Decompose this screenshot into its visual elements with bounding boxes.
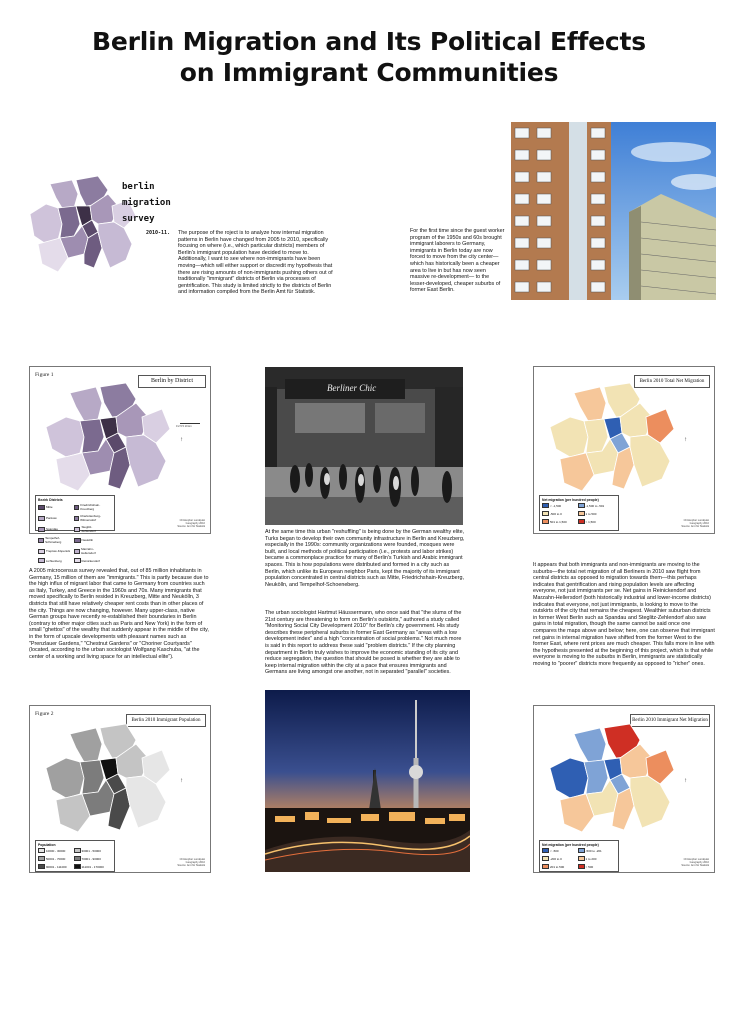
figure-1-berlin-by-district [29,366,211,563]
figure-1-legend-swatch [74,527,81,532]
immigrant-net-legend-item [542,856,575,861]
figure-1-legend-label: Treptow-Köpenick [46,549,71,553]
immigrant-net-legend-item [578,848,611,853]
figure-1-legend-label: Spandau [46,527,59,531]
figure-1-legend-swatch [38,516,45,521]
total-net-legend-swatch [542,519,549,524]
figure-1-legend-label: Pankow [46,516,57,520]
figure-1-legend-swatch [38,549,45,554]
figure-1-credit [177,519,205,528]
figure-2-legend-swatch [38,864,45,869]
total-net-legend-item [578,503,611,508]
immigrant-net-legend-label: > 500 [585,864,594,869]
figure-2-label: Figure 2 [35,711,54,717]
shop-sign: Berliner Chic [327,383,377,393]
logo-years: 2010-11. [146,230,171,236]
figure-1-legend-item [38,525,71,533]
immigrant-net-legend-label: -200 to 0 [550,856,562,861]
total-net-legend-label: 1 to 500 [585,511,597,516]
figure-2-legend-label: 111001 - 170000 [81,864,104,869]
total-net-legend-title: Net migration (per hundred people) [542,498,599,502]
title-line-1: Berlin Migration and Its Political Effects [92,27,646,56]
figure-1-credit-author: Christopher Lundquist [179,519,205,522]
figure-1-credit-source: Source: Amt für Statistik [177,525,205,528]
figure-2-legend-swatch [74,848,81,853]
total-net-legend-swatch [578,503,585,508]
figure-1-north-arrow-icon: ↑ [180,437,183,443]
immigrant-net-credit-source: Source: Amt für Statistik [681,864,709,867]
figure-2-district-map [44,720,184,840]
immigrant-net-legend-label: 1 to 200 [585,856,597,861]
logo-word-berlin: berlin [122,182,155,192]
figure-1-legend-swatch [38,538,44,543]
figure-2-legend-swatch [74,856,81,861]
figure-2-credit [177,858,205,867]
immigrant-net-legend-swatch [542,856,549,861]
figure-1-legend-label: Reinickendorf [81,558,100,563]
guest-worker-paragraph: For the first time since the guest worker program of the 1950s and 60s brought immigrant laborers to Germany, immigrants in Berlin today are now forced to move from the city center—which has historically been a cheaper area to live in but has now seen massive re-development— to the lesser-developed, cheaper suburbs of former East Berlin. [410,228,505,294]
logo-block [28,176,178,296]
figure-2-legend-title: Population [38,843,56,847]
immigrant-net-legend-swatch [542,848,549,853]
immigrant-net-legend-swatch [578,864,585,869]
column-1-paragraph: A 2005 microcensus survey revealed that, out of 85 million inhabitants in Germany, 15 million of them are "immigrants." This is partly because due to the high influx of migrant labor that came to Germany from countries such as Italy, Turkey, and Greece in the 1960s and 70s. Many immigrants that moved specifically to Berlin resided in Kreuzberg, Mitte and Neukölln, 3 districts that still have relatively cheaper rent costs than in other places of the city. Things are now changing, however. Many upper-class, native German groups have recently re-established their boundaries in Berlin (contrary to other major cities such as Paris and New York) in the form of small "ghettos" of the wealthy that suddenly appear in the middle of the city, in the form of upscale developments with pleasant names such as "Prenzlauer Gardens," "Chestnut Gardens" or "Choriner Courtyards" (located, according to the urban sociologist Wolfgang Kaschuba, "at the center of a working and living space for an intellectual elite"). [29,568,209,660]
figure-1-legend-label: Friedrichshain-Kreuzberg [80,503,101,511]
immigrant-net-legend-item [578,864,611,869]
figure-1-legend-label: Neukölln [81,538,94,542]
immigrant-net-legend-item [542,864,575,869]
total-net-legend-label: -1,500 to -501 [585,503,605,508]
total-net-legend-items [542,503,616,524]
photo-apartment-towers [511,122,716,300]
photo-apartment-towers-image [511,122,716,300]
figure-1-map-title: Berlin by District [138,375,206,388]
immigrant-net-legend-swatch [578,848,585,853]
figure-2-legend-item [74,856,107,861]
figure-1-legend-item [74,558,107,563]
figure-1-legend-label: Marzahn-Hellersdorf [81,547,96,555]
column-2-paragraph-1: At the same time this urban "reshuffling" is being done by the German wealthy elite, Turks began to develop their own community infrastructure in Berlin and Kreuzberg, especially in the 1990s: community organizations were founded, mosques were built, and local methods of political participation (i.e., protests and labor strikes) became a commonplace practice for many of Berlin's Turkish and Arabic immigrant spaces. This is how populations were distributed and formed in a city such as Berlin, which unlike its European neighbor Paris, kept the majority of its immigrant population concentrated in central districts such as Mitte, Friedrichshain-Kreuzberg, Neukölln, and Tempelhof-Schoeneberg. [265,529,465,588]
logo-word-migration: migration [122,198,171,208]
figure-2-legend-swatch [38,848,45,853]
figure-2-immigrant-population [29,705,211,873]
figure-1-legend-swatch [38,527,45,532]
figure-1-legend-swatch [74,549,81,554]
photo-tv-tower-skyline [265,690,470,872]
figure-1-legend-label: Charlottenburg-Wilmersdorf [80,514,101,522]
total-net-legend-swatch [578,511,585,516]
immigrant-net-credit-author: Christopher Lundquist [683,858,709,861]
total-net-legend-item [542,503,575,508]
figure-2-legend-swatch [38,856,45,861]
figure-1-legend-swatch [74,505,80,510]
figure-2-legend-label: 70001 - 90000 [81,856,101,861]
total-net-district-map [548,379,688,499]
photo-tv-tower-skyline-image [265,690,470,872]
total-net-credit-source: Source: Amt für Statistik [681,525,709,528]
total-net-legend-label: > 1,500 [585,519,596,524]
figure-1-legend-swatch [74,516,80,521]
total-net-north-arrow-icon: ↑ [684,437,687,443]
immigrant-net-legend-item [578,856,611,861]
immigrant-net-map-title: Berlin 2010 Immigrant Net Migration [630,714,710,727]
immigrant-net-credit-course: Geography 2010 [689,861,709,864]
immigrant-net-district-map [548,720,688,840]
figure-2-legend-item [38,848,71,853]
figure-1-legend-label: Lichtenberg [46,558,62,563]
figure-2-credit-source: Source: Amt für Statistik [177,864,205,867]
figure-1-district-map [44,379,184,499]
logo-word-survey: survey [122,214,155,224]
figure-1-legend-item [74,525,107,533]
total-net-legend [539,495,619,531]
figure-2-legend [35,840,115,872]
figure-2-legend-item [74,864,107,869]
figure-1-legend-item [74,536,107,544]
immigrant-net-legend-items [542,848,616,869]
total-net-map-title: Berlin 2010 Total Net Migration [634,375,710,388]
figure-1-legend-item [38,536,71,544]
page-title [0,26,738,88]
figure-1-legend-title: Bezirk Districts [38,498,63,502]
figure-2-legend-item [38,864,71,869]
total-net-legend-swatch [578,519,585,524]
figure-1-legend-item [38,503,71,511]
immigrant-net-legend-item [542,848,575,853]
logo-berlin-map [28,176,148,286]
figure-1-scale-label: 0 2.5 5 10 km [176,425,192,428]
figure-2-legend-label: 50001 - 70000 [46,856,66,861]
figure-2-legend-label: 90001 - 111000 [46,864,67,869]
immigrant-net-legend-label: 201 to 500 [550,864,565,869]
figure-2-north-arrow-icon: ↑ [180,778,183,784]
figure-1-credit-course: Geography 2010 [185,522,205,525]
total-net-migration-map-panel [533,366,715,534]
immigrant-net-legend-label: < -500 [550,848,559,853]
immigrant-net-north-arrow-icon: ↑ [684,778,687,784]
figure-1-legend-item [74,514,107,522]
total-net-legend-label: -500 to 0 [550,511,562,516]
total-net-legend-item [578,519,611,524]
intro-paragraph: The purpose of the roject is to analyze how internal migration patterns in Berlin have changed from 2005 to 2010, specifically focusing on where (i.e., which particular districts) members of Berlin's immigrant population have decided to move to. Additionally, I want to see where non-immigrants have been moving—which will either support or discredit my hypothesis that there are rising amounts of non-immigrants pushing others out of traditionally "immigrant" districts of Berlin via processes of gentrification. This study is limited strictly to the districts of Berlin and information compiled from the Berlin Amt für Statistik. [178,230,333,296]
figure-2-legend-item [38,856,71,861]
total-net-credit-author: Christopher Lundquist [683,519,709,522]
figure-2-legend-swatch [74,864,81,869]
total-net-legend-label: 501 to 1,500 [550,519,567,524]
immigrant-net-credit [681,858,709,867]
total-net-legend-item [542,511,575,516]
total-net-legend-item [578,511,611,516]
figure-1-legend-item [74,503,107,511]
figure-1-scale-bar [180,423,200,424]
figure-2-legend-label: 30001 - 50000 [81,848,101,853]
immigrant-net-legend-label: -500 to -201 [585,848,602,853]
column-2-paragraph-2: The urban sociologist Hartmut Häussermann, who once said that "the slums of the 21st century are threatening to form on Berlin's outskirts," authored a study called "Monitoring Social City Development 2010" for Berlin's city government. His study describes these peripheral suburbs in former East Germany as "areas with a low development index" and a high "concentration of social problems." Not much more is said in this report to address these said "problem districts." If the city planning department in Berlin truly wishes to improve the economic standing of its city and reduce segregation, the question that should be posed is whether they are able to keep internal migration within the city at a pace that ensures immigrants and Germans are living amongst one another, not in separated "parallel" societies. [265,610,462,676]
figure-1-legend-items [38,503,112,563]
immigrant-net-legend-swatch [578,856,585,861]
title-line-2: on Immigrant Communities [179,58,559,87]
photo-street-scene [265,367,463,525]
total-net-legend-label: < -1,500 [550,503,562,508]
figure-1-legend-item [38,514,71,522]
figure-1-legend [35,495,115,563]
figure-1-legend-swatch [38,558,45,563]
total-net-credit-course: Geography 2010 [689,522,709,525]
figure-1-legend-label: Steglitz-Zehlendorf [81,525,96,533]
figure-1-legend-label: Mitte [46,505,53,509]
immigrant-net-migration-map-panel [533,705,715,873]
figure-1-legend-item [38,547,71,555]
total-net-credit [681,519,709,528]
figure-1-legend-swatch [74,558,81,563]
figure-1-legend-swatch [74,538,81,543]
figure-1-legend-item [38,558,71,563]
total-net-legend-item [542,519,575,524]
figure-2-legend-item [74,848,107,853]
figure-1-legend-item [74,547,107,555]
figure-1-legend-swatch [38,505,45,510]
figure-1-label: Figure 1 [35,372,54,378]
figure-2-credit-author: Christopher Lundquist [179,858,205,861]
figure-1-legend-label: Tempelhof-Schöneberg [45,536,62,544]
column-3-paragraph: It appears that both immigrants and non-immigrants are moving to the suburbs—the total net migration of all Berliners in 2010 saw flight from central districts as opposed to migration towards them—this perhaps indicates that gentrification and rising population levels are affecting everyone, not just immigrants per se. Net gains in Reinickendorf and Marzahn-Hellersdorf (both historically industrial and lower-income districts) indicates that everyone, not just immigrants, is looking to move to the outskirts of the city that remains the cheapest. Wealthier suburban districts in former West Berlin such as Spandau and Steglitz-Zehlendorf also saw gains in total migration, though the same cannot be said once one compares the maps above and below; here, one can observe that immigrant net gains in internal migration have shifted from the former West to the former East, where rent prices are much cheaper. This falls more in line with the hypothesis presented at the beginning of this project, which is that while everyone is moving to the suburbs in Berlin, immigrants are statistically moving to "poorer" districts more frequently as opposed to "richer" ones. [533,562,715,667]
figure-2-legend-items [38,848,112,869]
immigrant-net-legend [539,840,619,872]
figure-2-legend-label: 10000 - 30000 [46,848,66,853]
total-net-legend-swatch [542,511,549,516]
figure-2-map-title: Berlin 2010 Immigrant Population [126,714,206,727]
total-net-legend-swatch [542,503,549,508]
figure-2-credit-course: Geography 2010 [185,861,205,864]
immigrant-net-legend-swatch [542,864,549,869]
immigrant-net-legend-title: Net migration (per hundred people) [542,843,599,847]
